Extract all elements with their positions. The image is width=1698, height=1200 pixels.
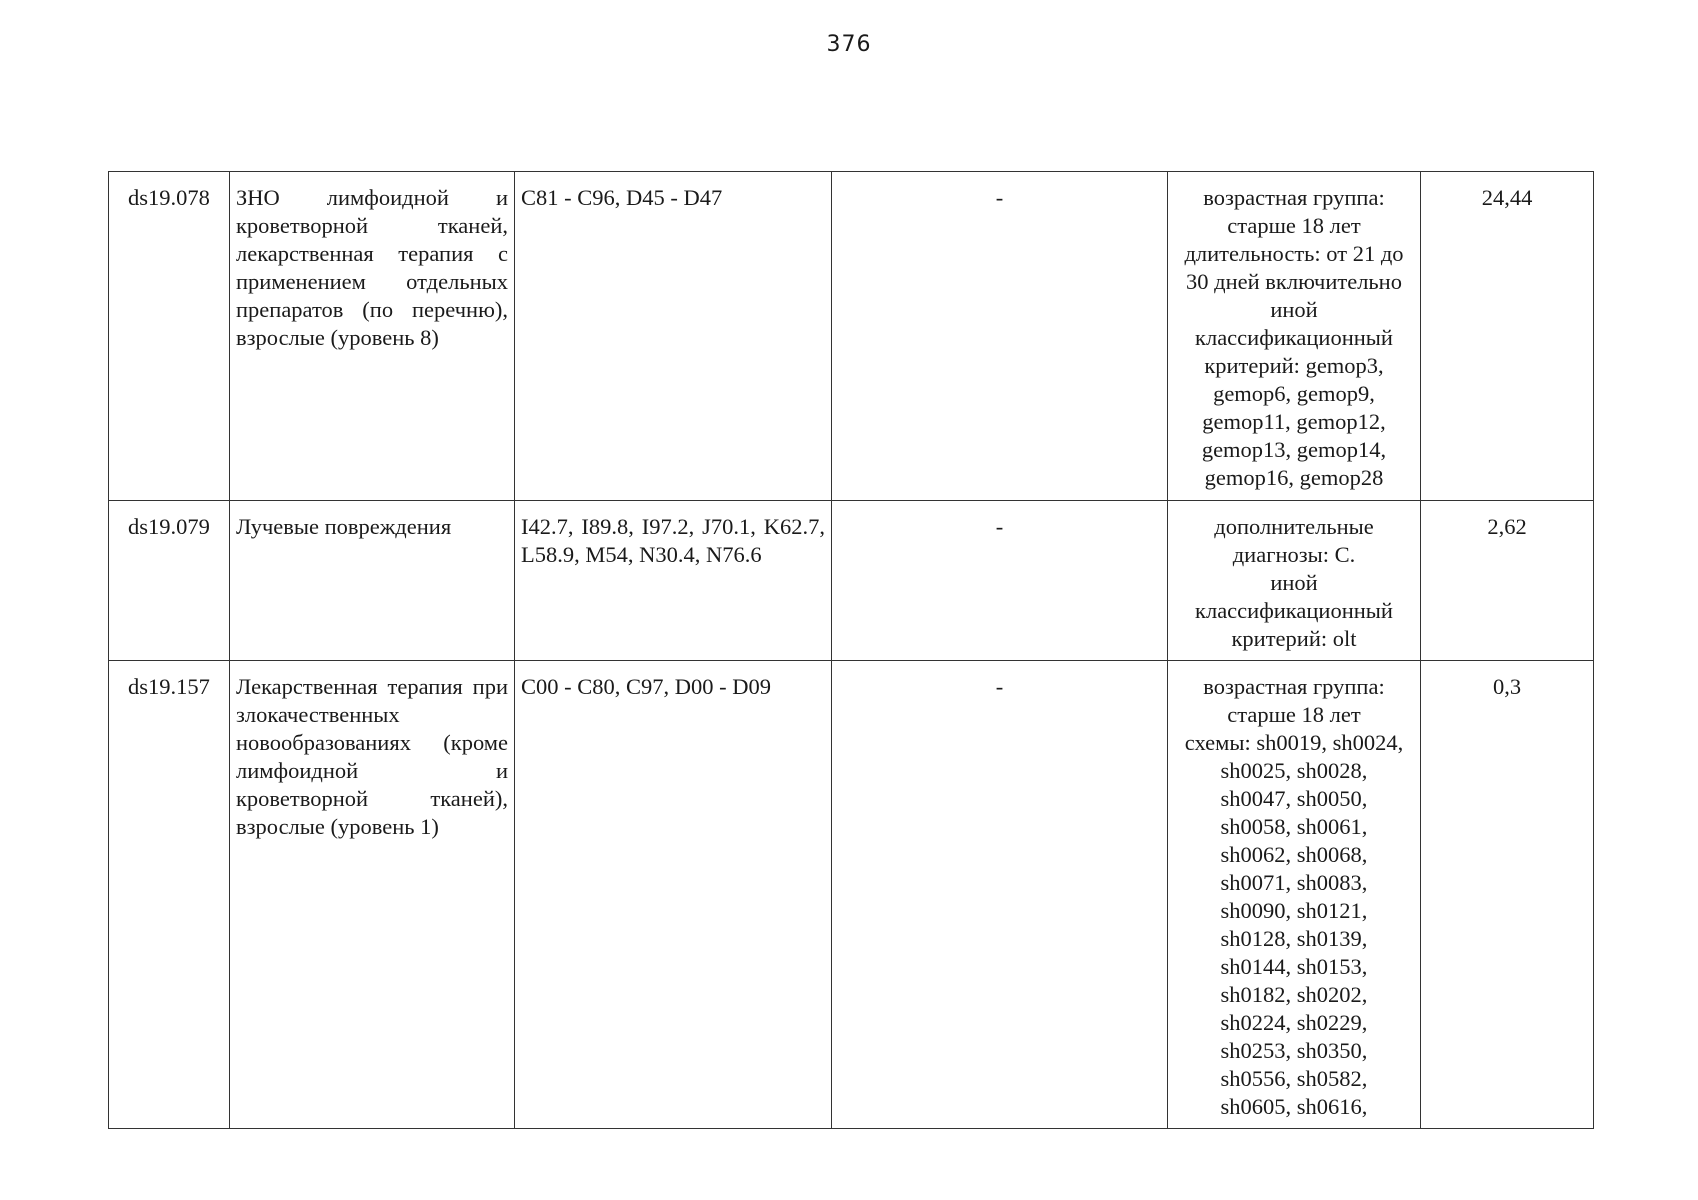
- criteria-line: дополнительные: [1214, 514, 1374, 539]
- group-name: Лекарственная терапия при злокачественных новообразованиях (кроме лимфоидной и кроветворной тканей), взрослые (уровень 1): [230, 661, 515, 1129]
- coefficient: 24,44: [1421, 172, 1594, 501]
- criteria-line: gemop16, gemop28: [1204, 465, 1384, 490]
- coefficient: 0,3: [1421, 661, 1594, 1129]
- page-number: 376: [826, 32, 872, 57]
- criteria-line: иной: [1270, 570, 1318, 595]
- table-row: [109, 501, 1594, 661]
- criteria-line: gemop13, gemop14,: [1201, 437, 1387, 462]
- criteria-line: gemop11, gemop12,: [1202, 409, 1386, 434]
- group-code: ds19.078: [109, 172, 230, 501]
- criteria-line: sh0025, sh0028,: [1220, 758, 1368, 783]
- procedure-codes: -: [832, 172, 1168, 501]
- criteria-line: длительность: от 21 до: [1184, 241, 1404, 266]
- criteria-line: sh0128, sh0139,: [1220, 926, 1368, 951]
- criteria-line: sh0182, sh0202,: [1220, 982, 1368, 1007]
- group-code: ds19.157: [109, 661, 230, 1129]
- criteria-line: классификационный: [1195, 598, 1393, 623]
- other-criteria: [1168, 501, 1421, 661]
- coefficient: 2,62: [1421, 501, 1594, 661]
- criteria-line: sh0058, sh0061,: [1220, 814, 1368, 839]
- criteria-line: sh0253, sh0350,: [1220, 1038, 1368, 1063]
- criteria-line: схемы: sh0019, sh0024,: [1184, 730, 1404, 755]
- criteria-line: диагнозы: С.: [1232, 542, 1356, 567]
- other-criteria: [1168, 172, 1421, 501]
- criteria-line: возрастная группа:: [1203, 674, 1385, 699]
- criteria-line: sh0062, sh0068,: [1220, 842, 1368, 867]
- criteria-line: gemop6, gemop9,: [1213, 381, 1375, 406]
- icd-codes: C00 - C80, C97, D00 - D09: [515, 661, 832, 1129]
- criteria-line: sh0224, sh0229,: [1220, 1010, 1368, 1035]
- group-name: ЗНО лимфоидной и кроветворной тканей, лекарственная терапия с применением отдельных препаратов (по перечню), взрослые (уровень 8): [230, 172, 515, 501]
- criteria-line: sh0144, sh0153,: [1220, 954, 1368, 979]
- criteria-line: sh0047, sh0050,: [1220, 786, 1368, 811]
- table-row: [109, 172, 1594, 501]
- criteria-line: 30 дней включительно: [1186, 269, 1402, 294]
- criteria-line: классификационный: [1195, 325, 1393, 350]
- group-name: Лучевые повреждения: [230, 501, 515, 661]
- criteria-line: иной: [1270, 297, 1318, 322]
- procedure-codes: -: [832, 661, 1168, 1129]
- procedure-codes: -: [832, 501, 1168, 661]
- criteria-line: критерий: olt: [1231, 626, 1357, 651]
- table-row: [109, 661, 1594, 1129]
- icd-codes: C81 - C96, D45 - D47: [515, 172, 832, 501]
- criteria-line: возрастная группа:: [1203, 185, 1385, 210]
- criteria-line: старше 18 лет: [1227, 213, 1361, 238]
- criteria-line: sh0556, sh0582,: [1220, 1066, 1368, 1091]
- criteria-line: sh0071, sh0083,: [1220, 870, 1368, 895]
- criteria-line: sh0090, sh0121,: [1220, 898, 1368, 923]
- other-criteria: [1168, 661, 1421, 1129]
- criteria-line: старше 18 лет: [1227, 702, 1361, 727]
- group-code: ds19.079: [109, 501, 230, 661]
- criteria-line: критерий: gemop3,: [1204, 353, 1384, 378]
- tariff-table: [108, 171, 1594, 1129]
- criteria-line: sh0605, sh0616,: [1220, 1094, 1368, 1119]
- icd-codes: I42.7, I89.8, I97.2, J70.1, K62.7, L58.9, M54, N30.4, N76.6: [515, 501, 832, 661]
